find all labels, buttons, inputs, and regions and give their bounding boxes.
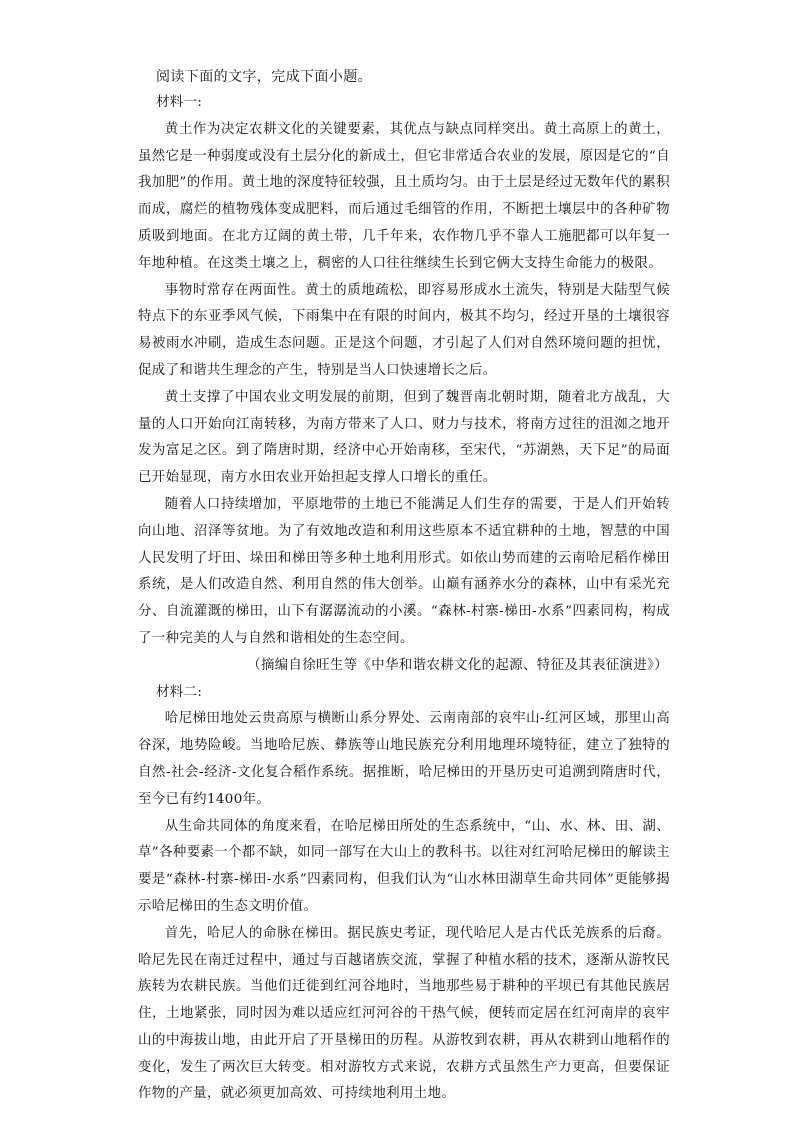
material-one-paragraph-2: 事物时常存在两面性。黄土的质地疏松，即容易形成水土流失，特别是大陆型气候特点下的东亚季风气候，下雨集中在有限的时间内，极其不均匀，经过开垦的土壤很容易被雨水冲刷，造成生态问题。正是这个问题，才引起了人们对自然环境问题的担忧，促成了和谐共生理念的产生，特别是当人口快速增长之后。 [138, 282, 670, 378]
material-one-paragraph-4: 随着人口持续增加，平原地带的土地已不能满足人们生存的需要，于是人们开始转向山地、沼泽等贫地。为了有效地改造和利用这些原本不适宜耕种的土地，智慧的中国人民发明了圩田、垛田和梯田等多种土地利用形式。如依山势而建的云南哈尼稻作梯田系统，是人们改造自然、利用自然的伟大创举。山巅有涵养水分的森林，山中有采光充分、自流灌溉的梯田，山下有潺潺流动的小溪。“森林-村寨-梯田-水系”四素同构，构成了一种完美的人与自然和谐相处的生态空间。 [138, 496, 670, 646]
question-instruction: 阅读下面的文字，完成下面小题。 [156, 69, 372, 85]
material-two-paragraph-3: 首先，哈尼人的命脉在梯田。据民族史考证，现代哈尼人是古代氐羌族系的后裔。哈尼先民在南迁过程中，通过与百越诸族交流，掌握了种植水稻的技术，逐渐从游牧民族转为农耕民族。当他们迁徙到红河谷地时，当地那些易于耕种的平坝已有其他民族居住，土地紧张，同时因为难以适应红河河谷的干热气候，便转而定居在红河南岸的哀牢山的中海拔山地，由此开启了开垦梯田的历程。从游牧到农耕，再从农耕到山地稻作的变化，发生了两次巨大转变。相对游牧方式来说，农耕方式虽然生产力更高，但要保证作物的产量，就必须更加高效、可持续地利用土地。 [138, 925, 670, 1102]
material-one-paragraph-3: 黄土支撑了中国农业文明发展的前期，但到了魏晋南北朝时期，随着北方战乱，大量的人口开始向江南转移，为南方带来了人口、财力与技术，将南方过往的沮洳之地开发为富足之区。到了隋唐时期，经济中心开始南移，至宋代，“苏湖熟，天下足”的局面已开始显现，南方水田农业开始担起支撑人口增长的重任。 [138, 389, 670, 486]
document-page [138, 64, 670, 1108]
material-one [138, 90, 670, 680]
material-one-paragraph-1: 黄土作为决定农耕文化的关键要素，其优点与缺点同样突出。黄土高原上的黄土，虽然它是一种弱度或没有土层分化的新成土，但它非常适合农业的发展，原因是它的“自我加肥”的作用。黄土地的深度特征较强，且土质均匀。由于土层是经过无数年代的累积而成，腐烂的植物残体变成肥料，而后通过毛细管的作用，不断把土壤层中的各种矿物质吸到地面。在北方辽阔的黄土带，几千年来，农作物几乎不靠人工施肥都可以年复一年地种植。在这类土壤之上，稠密的人口往往继续生长到它俩大支持生命能力的极限。 [138, 121, 670, 271]
material-two-paragraph-2: 从生命共同体的角度来看，在哈尼梯田所处的生态系统中，“山、水、林、田、湖、草”各种要素一个都不缺，如同一部写在大山上的教科书。以往对红河哈尼梯田的解读主要是“森林-村寨-梯田-水系”四素同构，但我们认为“山水林田湖草生命共同体”更能够揭示哈尼梯田的生态文明价值。 [138, 818, 670, 914]
material-one-label: 材料一: [156, 95, 203, 110]
material-one-source: （摘编自徐旺生等《中华和谐农耕文化的起源、特征及其表征演进》） [247, 657, 668, 673]
material-two-paragraph-1: 哈尼梯田地处云贵高原与横断山系分界处、云南南部的哀牢山-红河区域，那里山高谷深，地势险峻。当地哈尼族、彝族等山地民族充分利用地理环境特征，建立了独特的自然-社会-经济-文化复合稻作系统。据推断，哈尼梯田的开垦历史可追溯到隋唐时代，至今已有约1400年。 [138, 711, 670, 807]
material-two-label: 材料二: [156, 684, 203, 700]
material-two [138, 680, 670, 1109]
